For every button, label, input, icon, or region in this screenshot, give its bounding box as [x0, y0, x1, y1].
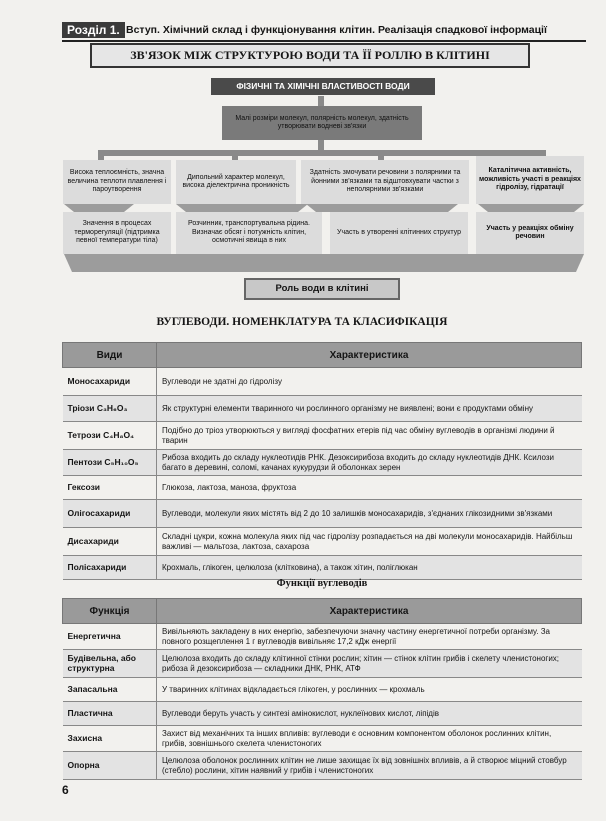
water-molecule-structure: Малі розміри молекул, полярність молекул, здатність утворювати водневі зв'язки [222, 106, 422, 140]
property-catalytic: Каталітична активність, можливість участі в реакціях гідролізу, гідратації [476, 156, 584, 204]
carb-type: Тріози C₃H₆O₃ [63, 396, 157, 422]
table-row [63, 396, 582, 422]
function-name: Опорна [63, 752, 157, 780]
function-name: Пластична [63, 702, 157, 726]
table-row [63, 476, 582, 500]
property-wetting: Здатність змочувати речовини з полярними та йонними зв'язками та відштовхувати частки з неполярними зв'язками [301, 160, 469, 204]
water-banner-title: ЗВ'ЯЗОК МІЖ СТРУКТУРОЮ ВОДИ ТА ЇЇ РОЛЛЮ В КЛІТИНІ [90, 43, 530, 68]
function-description: У тваринних клітинах відкладається глікоген, у рослинних — крохмаль [157, 678, 582, 702]
column-header: Характеристика [157, 343, 582, 368]
property-heat-capacity: Висока теплоємність, значна величина теплоти плавлення і пароутворення [63, 160, 171, 204]
table-row [63, 678, 582, 702]
function-description: Целюлоза оболонок рослинних клітин не лише захищає їх від зовнішніх впливів, а й створює міцний стовбур (стебло) рослини, хітин наявний у грибів і членистоногих [157, 752, 582, 780]
table-row [63, 624, 582, 650]
table-row [63, 702, 582, 726]
role-thermoregulation: Значення в процесах терморегуляції (підтримка певної температури тіла) [63, 212, 171, 254]
carb-type: Тетрози C₄H₈O₄ [63, 422, 157, 450]
carb-description: Рибоза входить до складу нуклеотидів РНК. Дезоксирибоза входить до складу нуклеотидів ДНК. Ксилози багато в деревині, соломі, качанах кукурудзи й оболонках зерен [157, 450, 582, 476]
function-description: Вивільняють закладену в них енергію, забезпечуючи значну частину енергетичної потреби організму. За повного розщеплення 1 г вуглеводів вивільняє 17,2 кДж енергії [157, 624, 582, 650]
carb-description: Як структурні елементи тваринного чи рослинного організму не виявлені; вони є продуктами обміну [157, 396, 582, 422]
column-header: Види [63, 343, 157, 368]
role-solvent: Розчинник, транспортувальна рідина. Визначає обсяг і потужність клітин, осмотичні явища в них [176, 212, 322, 254]
carb-type: Моносахариди [63, 368, 157, 396]
table-row [63, 368, 582, 396]
page-number: 6 [62, 783, 69, 797]
property-dipole: Дипольний характер молекул, висока діелектрична проникність [176, 160, 296, 204]
role-metabolism: Участь у реакціях обміну речовин [476, 212, 584, 254]
carb-description: Крохмаль, глікоген, целюлоза (клітковина), а також хітин, поліглюкан [157, 556, 582, 580]
carb-description: Глюкоза, лактоза, маноза, фруктоза [157, 476, 582, 500]
table-row [63, 556, 582, 580]
carb-type: Гексози [63, 476, 157, 500]
column-header: Характеристика [157, 599, 582, 624]
carbs-section-title: ВУГЛЕВОДИ. НОМЕНКЛАТУРА ТА КЛАСИФІКАЦІЯ [156, 316, 448, 328]
chapter-title: Вступ. Хімічний склад і функціонування клітин. Реалізація спадкової інформації [126, 24, 547, 36]
table-header-row [63, 599, 582, 624]
function-description: Целюлоза входить до складу клітинної стінки рослин; хітин — стінок клітин грибів і скелету членистоногих; рибоза й дезоксирибоза — складники ДНК, РНК, АТФ [157, 650, 582, 678]
water-properties-root: ФІЗИЧНІ ТА ХІМІЧНІ ВЛАСТИВОСТІ ВОДИ [211, 78, 435, 95]
carb-description: Складні цукри, кожна молекула яких під час гідролізу розпадається на дві молекули моносахаридів. Найбільш важливі — мальтоза, лактоза, сахароза [157, 528, 582, 556]
table-row [63, 752, 582, 780]
function-description: Захист від механічних та інших впливів: вуглеводи є основним компонентом оболонок рослинних клітин, грибів, зовнішнього скелета членистоногих [157, 726, 582, 752]
section-label: Розділ 1. [62, 22, 125, 38]
table-row [63, 726, 582, 752]
function-name: Енергетична [63, 624, 157, 650]
carb-type: Полісахариди [63, 556, 157, 580]
water-role-label: Роль води в клітині [244, 278, 400, 300]
carbs-classification-table [62, 342, 582, 580]
carb-type: Олігосахариди [63, 500, 157, 528]
carb-description: Вуглеводи не здатні до гідролізу [157, 368, 582, 396]
table-header-row [63, 343, 582, 368]
carb-description: Вуглеводи, молекули яких містять від 2 до 10 залишків моносахаридів, з'єднаних глікозидними зв'язками [157, 500, 582, 528]
chapter-header [62, 22, 586, 42]
carb-description: Подібно до тріоз утворюються у вигляді фосфатних етерів під час обміну вуглеводів в організмі людини й тварин [157, 422, 582, 450]
function-description: Вуглеводи беруть участь у синтезі амінокислот, нуклеїнових кислот, ліпідів [157, 702, 582, 726]
table-row [63, 650, 582, 678]
role-structures: Участь в утворенні клітинних структур [330, 212, 468, 254]
functions-section-title: Функції вуглеводів [276, 578, 368, 589]
table-row [63, 450, 582, 476]
function-name: Запасальна [63, 678, 157, 702]
carb-type: Дисахариди [63, 528, 157, 556]
function-name: Будівельна, або структурна [63, 650, 157, 678]
carbs-functions-table [62, 598, 582, 780]
table-row [63, 528, 582, 556]
table-row [63, 422, 582, 450]
function-name: Захисна [63, 726, 157, 752]
table-row [63, 500, 582, 528]
column-header: Функція [63, 599, 157, 624]
carb-type: Пентози C₅H₁₀O₅ [63, 450, 157, 476]
